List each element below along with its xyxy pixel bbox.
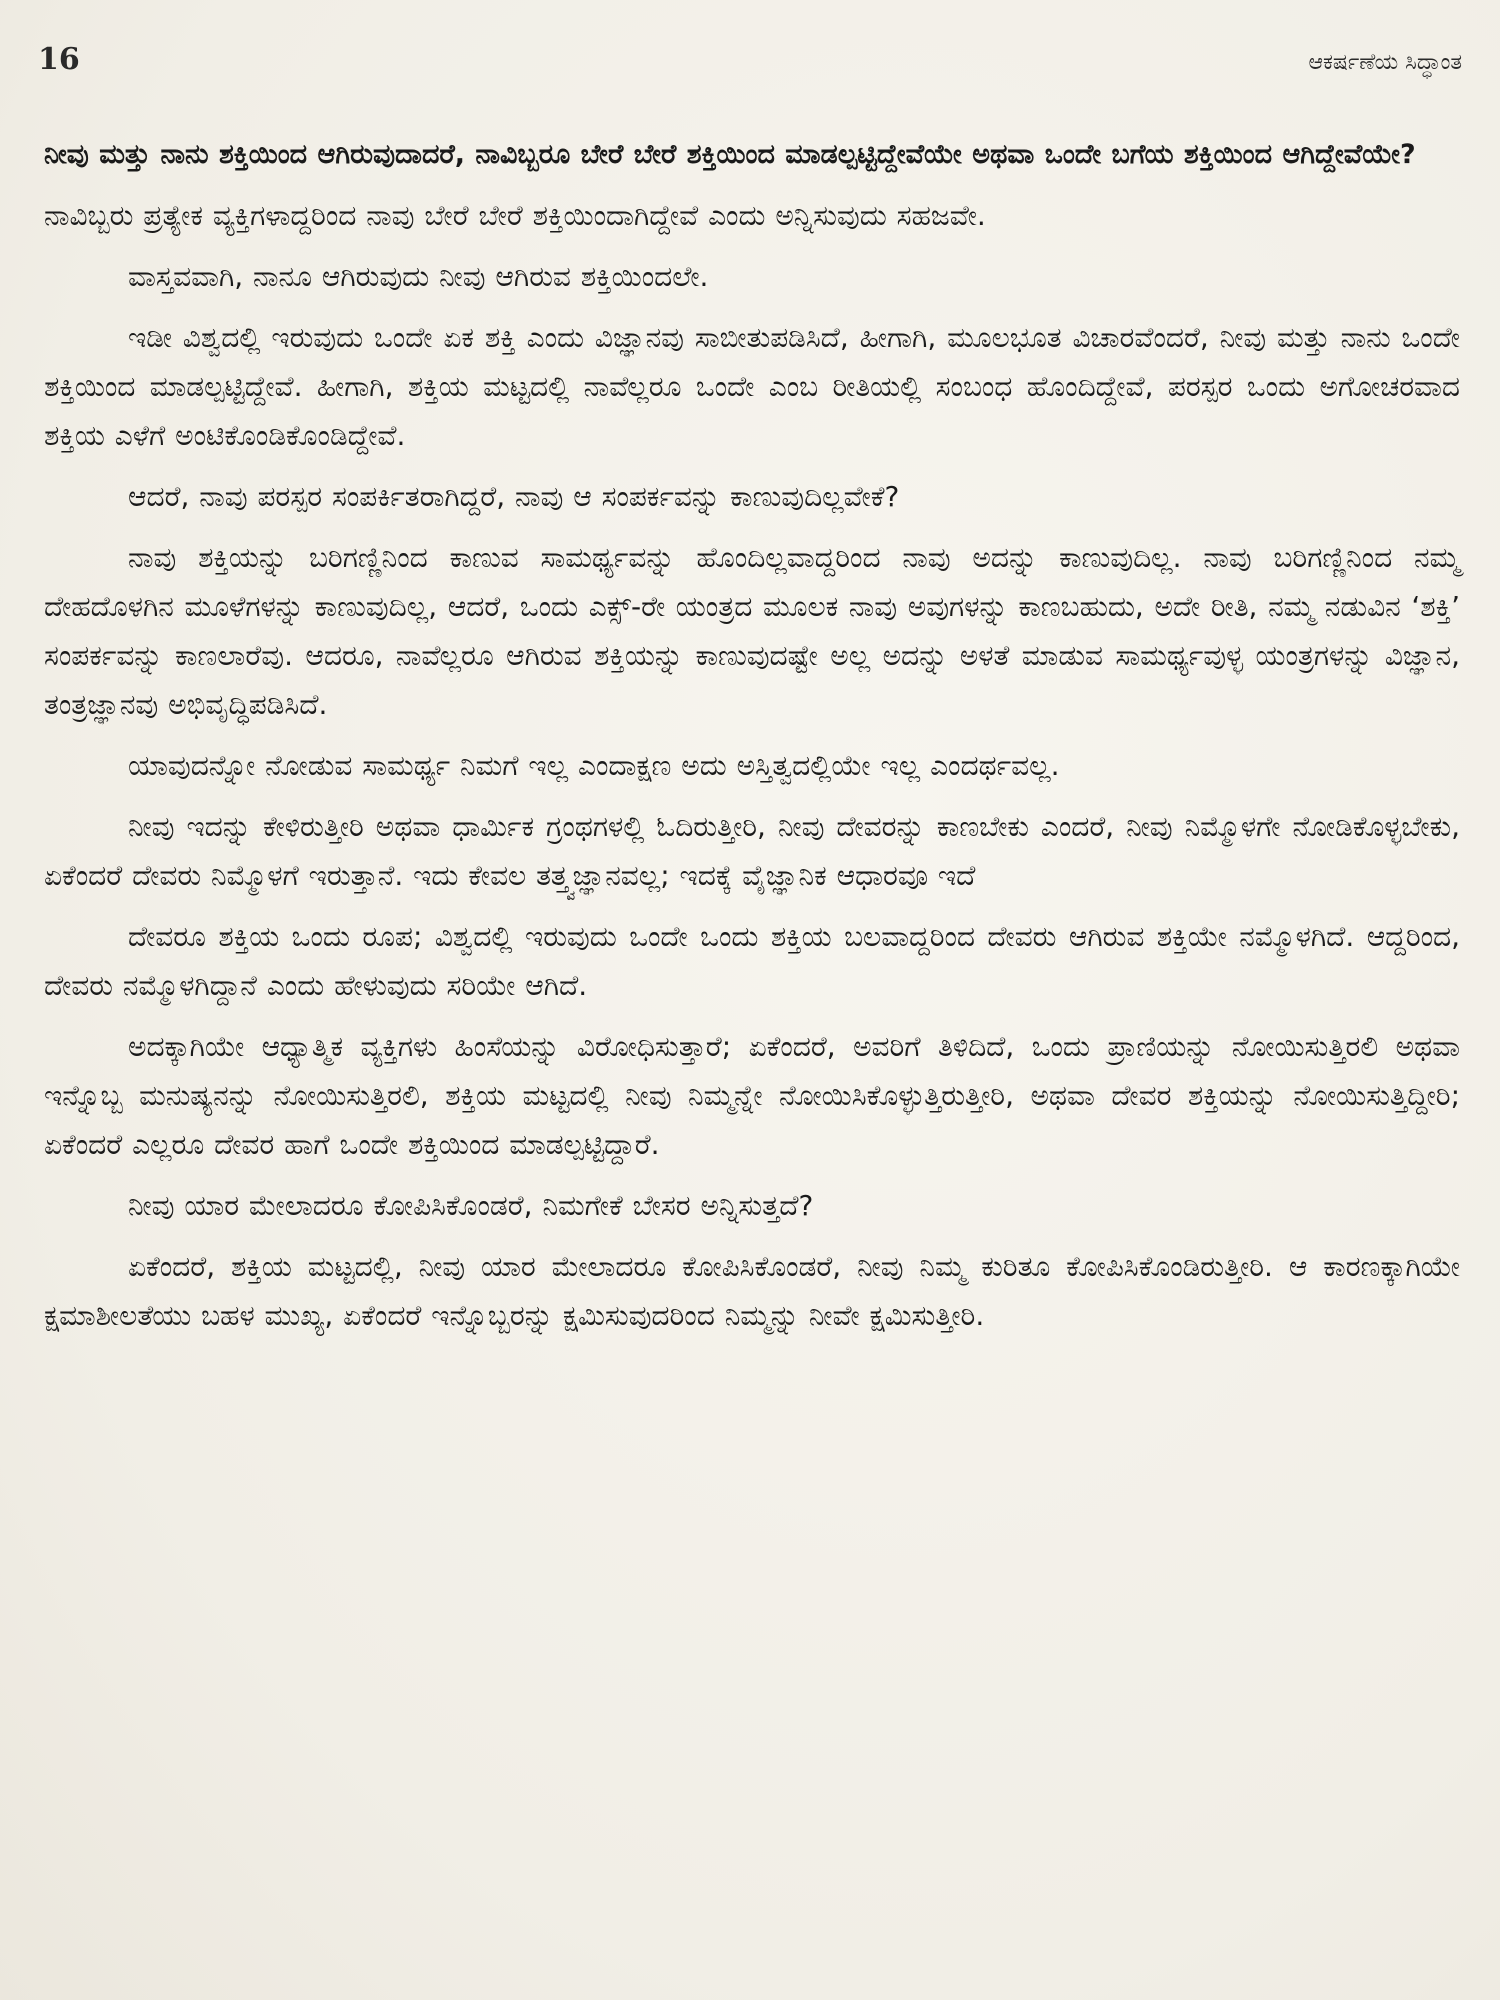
body-paragraph: ಏಕೆಂದರೆ, ಶಕ್ತಿಯ ಮಟ್ಟದಲ್ಲಿ, ನೀವು ಯಾರ ಮೇಲಾದರೂ ಕೋಪಿಸಿಕೊಂಡರೆ, ನೀವು ನಿಮ್ಮ ಕುರಿತೂ ಕೋಪಿಸಿಕೊಂಡಿರುತ್ತೀರಿ. ಆ ಕಾರಣಕ್ಕಾಗಿಯೇ ಕ್ಷಮಾಶೀಲತೆಯು ಬಹಳ ಮುಖ್ಯ, ಏಕೆಂದರೆ ಇನ್ನೊಬ್ಬರನ್ನು ಕ್ಷಮಿಸುವುದರಿಂದ ನಿಮ್ಮನ್ನು ನೀವೇ ಕ್ಷಮಿಸುತ್ತೀರಿ. — [44, 1250, 1460, 1332]
question-paragraph: ನೀವು ಮತ್ತು ನಾನು ಶಕ್ತಿಯಿಂದ ಆಗಿರುವುದಾದರೆ, ನಾವಿಬ್ಬರೂ ಬೇರೆ ಬೇರೆ ಶಕ್ತಿಯಿಂದ ಮಾಡಲ್ಪಟ್ಟಿದ್ದೇವೆಯೇ ಅಥವಾ ಒಂದೇ ಬಗೆಯ ಶಕ್ತಿಯಿಂದ ಆಗಿದ್ದೇವೆಯೇ? — [44, 139, 1416, 170]
body-paragraph: ವಾಸ್ತವವಾಗಿ, ನಾನೂ ಆಗಿರುವುದು ನೀವು ಆಗಿರುವ ಶಕ್ತಿಯಿಂದಲೇ. — [128, 260, 709, 293]
page-number: 16 — [38, 42, 80, 77]
page-body — [44, 130, 1460, 1352]
running-title: ಆಕರ್ಷಣೆಯ ಸಿದ್ಧಾಂತ — [1308, 50, 1462, 75]
page-header — [38, 42, 1462, 102]
body-paragraph: ಇಡೀ ವಿಶ್ವದಲ್ಲಿ ಇರುವುದು ಒಂದೇ ಏಕ ಶಕ್ತಿ ಎಂದು ವಿಜ್ಞಾನವು ಸಾಬೀತುಪಡಿಸಿದೆ, ಹೀಗಾಗಿ, ಮೂಲಭೂತ ವಿಚಾರವೆಂದರೆ, ನೀವು ಮತ್ತು ನಾನು ಒಂದೇ ಶಕ್ತಿಯಿಂದ ಮಾಡಲ್ಪಟ್ಟಿದ್ದೇವೆ. ಹೀಗಾಗಿ, ಶಕ್ತಿಯ ಮಟ್ಟದಲ್ಲಿ ನಾವೆಲ್ಲರೂ ಒಂದೇ ಎಂಬ ರೀತಿಯಲ್ಲಿ ಸಂಬಂಧ ಹೊಂದಿದ್ದೇವೆ, ಪರಸ್ಪರ ಒಂದು ಅಗೋಚರವಾದ ಶಕ್ತಿಯ ಎಳೆಗೆ ಅಂಟಿಕೊಂಡಿಕೊಂಡಿದ್ದೇವೆ. — [44, 321, 1460, 452]
body-paragraph: ನಾವಿಬ್ಬರು ಪ್ರತ್ಯೇಕ ವ್ಯಕ್ತಿಗಳಾದ್ದರಿಂದ ನಾವು ಬೇರೆ ಬೇರೆ ಶಕ್ತಿಯಿಂದಾಗಿದ್ದೇವೆ ಎಂದು ಅನ್ನಿಸುವುದು ಸಹಜವೇ. — [44, 199, 986, 232]
body-paragraph: ನೀವು ಇದನ್ನು ಕೇಳಿರುತ್ತೀರಿ ಅಥವಾ ಧಾರ್ಮಿಕ ಗ್ರಂಥಗಳಲ್ಲಿ ಓದಿರುತ್ತೀರಿ, ನೀವು ದೇವರನ್ನು ಕಾಣಬೇಕು ಎಂದರೆ, ನೀವು ನಿಮ್ಮೊಳಗೇ ನೋಡಿಕೊಳ್ಳಬೇಕು, ಏಕೆಂದರೆ ದೇವರು ನಿಮ್ಮೊಳಗೆ ಇರುತ್ತಾನೆ. ಇದು ಕೇವಲ ತತ್ತ್ವಜ್ಞಾನವಲ್ಲ; ಇದಕ್ಕೆ ವೈಜ್ಞಾನಿಕ ಆಧಾರವೂ ಇದೆ — [44, 810, 1460, 892]
body-paragraph: ಯಾವುದನ್ನೋ ನೋಡುವ ಸಾಮರ್ಥ್ಯ ನಿಮಗೆ ಇಲ್ಲ ಎಂದಾಕ್ಷಣ ಅದು ಅಸ್ತಿತ್ವದಲ್ಲಿಯೇ ಇಲ್ಲ ಎಂದರ್ಥವಲ್ಲ. — [128, 749, 1060, 782]
body-paragraph: ಅದಕ್ಕಾಗಿಯೇ ಆಧ್ಯಾತ್ಮಿಕ ವ್ಯಕ್ತಿಗಳು ಹಿಂಸೆಯನ್ನು ವಿರೋಧಿಸುತ್ತಾರೆ; ಏಕೆಂದರೆ, ಅವರಿಗೆ ತಿಳಿದಿದೆ, ಒಂದು ಪ್ರಾಣಿಯನ್ನು ನೋಯಿಸುತ್ತಿರಲಿ ಅಥವಾ ಇನ್ನೊಬ್ಬ ಮನುಷ್ಯನನ್ನು ನೋಯಿಸುತ್ತಿರಲಿ, ಶಕ್ತಿಯ ಮಟ್ಟದಲ್ಲಿ ನೀವು ನಿಮ್ಮನ್ನೇ ನೋಯಿಸಿಕೊಳ್ಳುತ್ತಿರುತ್ತೀರಿ, ಅಥವಾ ದೇವರ ಶಕ್ತಿಯನ್ನು ನೋಯಿಸುತ್ತಿದ್ದೀರಿ; ಏಕೆಂದರೆ ಎಲ್ಲರೂ ದೇವರ ಹಾಗೆ ಒಂದೇ ಶಕ್ತಿಯಿಂದ ಮಾಡಲ್ಪಟ್ಟಿದ್ದಾರೆ. — [44, 1030, 1460, 1161]
body-paragraph: ದೇವರೂ ಶಕ್ತಿಯ ಒಂದು ರೂಪ; ವಿಶ್ವದಲ್ಲಿ ಇರುವುದು ಒಂದೇ ಒಂದು ಶಕ್ತಿಯ ಬಲವಾದ್ದರಿಂದ ದೇವರು ಆಗಿರುವ ಶಕ್ತಿಯೇ ನಮ್ಮೊಳಗಿದೆ. ಆದ್ದರಿಂದ, ದೇವರು ನಮ್ಮೊಳಗಿದ್ದಾನೆ ಎಂದು ಹೇಳುವುದು ಸರಿಯೇ ಆಗಿದೆ. — [44, 920, 1460, 1002]
question-paragraph: ಆದರೆ, ನಾವು ಪರಸ್ಪರ ಸಂಪರ್ಕಿತರಾಗಿದ್ದರೆ, ನಾವು ಆ ಸಂಪರ್ಕವನ್ನು ಕಾಣುವುದಿಲ್ಲವೇಕೆ? — [128, 480, 900, 513]
question-paragraph: ನೀವು ಯಾರ ಮೇಲಾದರೂ ಕೋಪಿಸಿಕೊಂಡರೆ, ನಿಮಗೇಕೆ ಬೇಸರ ಅನ್ನಿಸುತ್ತದೆ? — [128, 1189, 814, 1222]
body-paragraph: ನಾವು ಶಕ್ತಿಯನ್ನು ಬರಿಗಣ್ಣಿನಿಂದ ಕಾಣುವ ಸಾಮರ್ಥ್ಯವನ್ನು ಹೊಂದಿಲ್ಲವಾದ್ದರಿಂದ ನಾವು ಅದನ್ನು ಕಾಣುವುದಿಲ್ಲ. ನಾವು ಬರಿಗಣ್ಣಿನಿಂದ ನಮ್ಮ ದೇಹದೊಳಗಿನ ಮೂಳೆಗಳನ್ನು ಕಾಣುವುದಿಲ್ಲ, ಆದರೆ, ಒಂದು ಎಕ್ಸ್-ರೇ ಯಂತ್ರದ ಮೂಲಕ ನಾವು ಅವುಗಳನ್ನು ಕಾಣಬಹುದು, ಅದೇ ರೀತಿ, ನಮ್ಮ ನಡುವಿನ ‘ಶಕ್ತಿ’ ಸಂಪರ್ಕವನ್ನು ಕಾಣಲಾರೆವು. ಆದರೂ, ನಾವೆಲ್ಲರೂ ಆಗಿರುವ ಶಕ್ತಿಯನ್ನು ಕಾಣುವುದಷ್ಟೇ ಅಲ್ಲ ಅದನ್ನು ಅಳತೆ ಮಾಡುವ ಸಾಮರ್ಥ್ಯವುಳ್ಳ ಯಂತ್ರಗಳನ್ನು ವಿಜ್ಞಾನ, ತಂತ್ರಜ್ಞಾನವು ಅಭಿವೃದ್ಧಿಪಡಿಸಿದೆ. — [44, 541, 1460, 721]
